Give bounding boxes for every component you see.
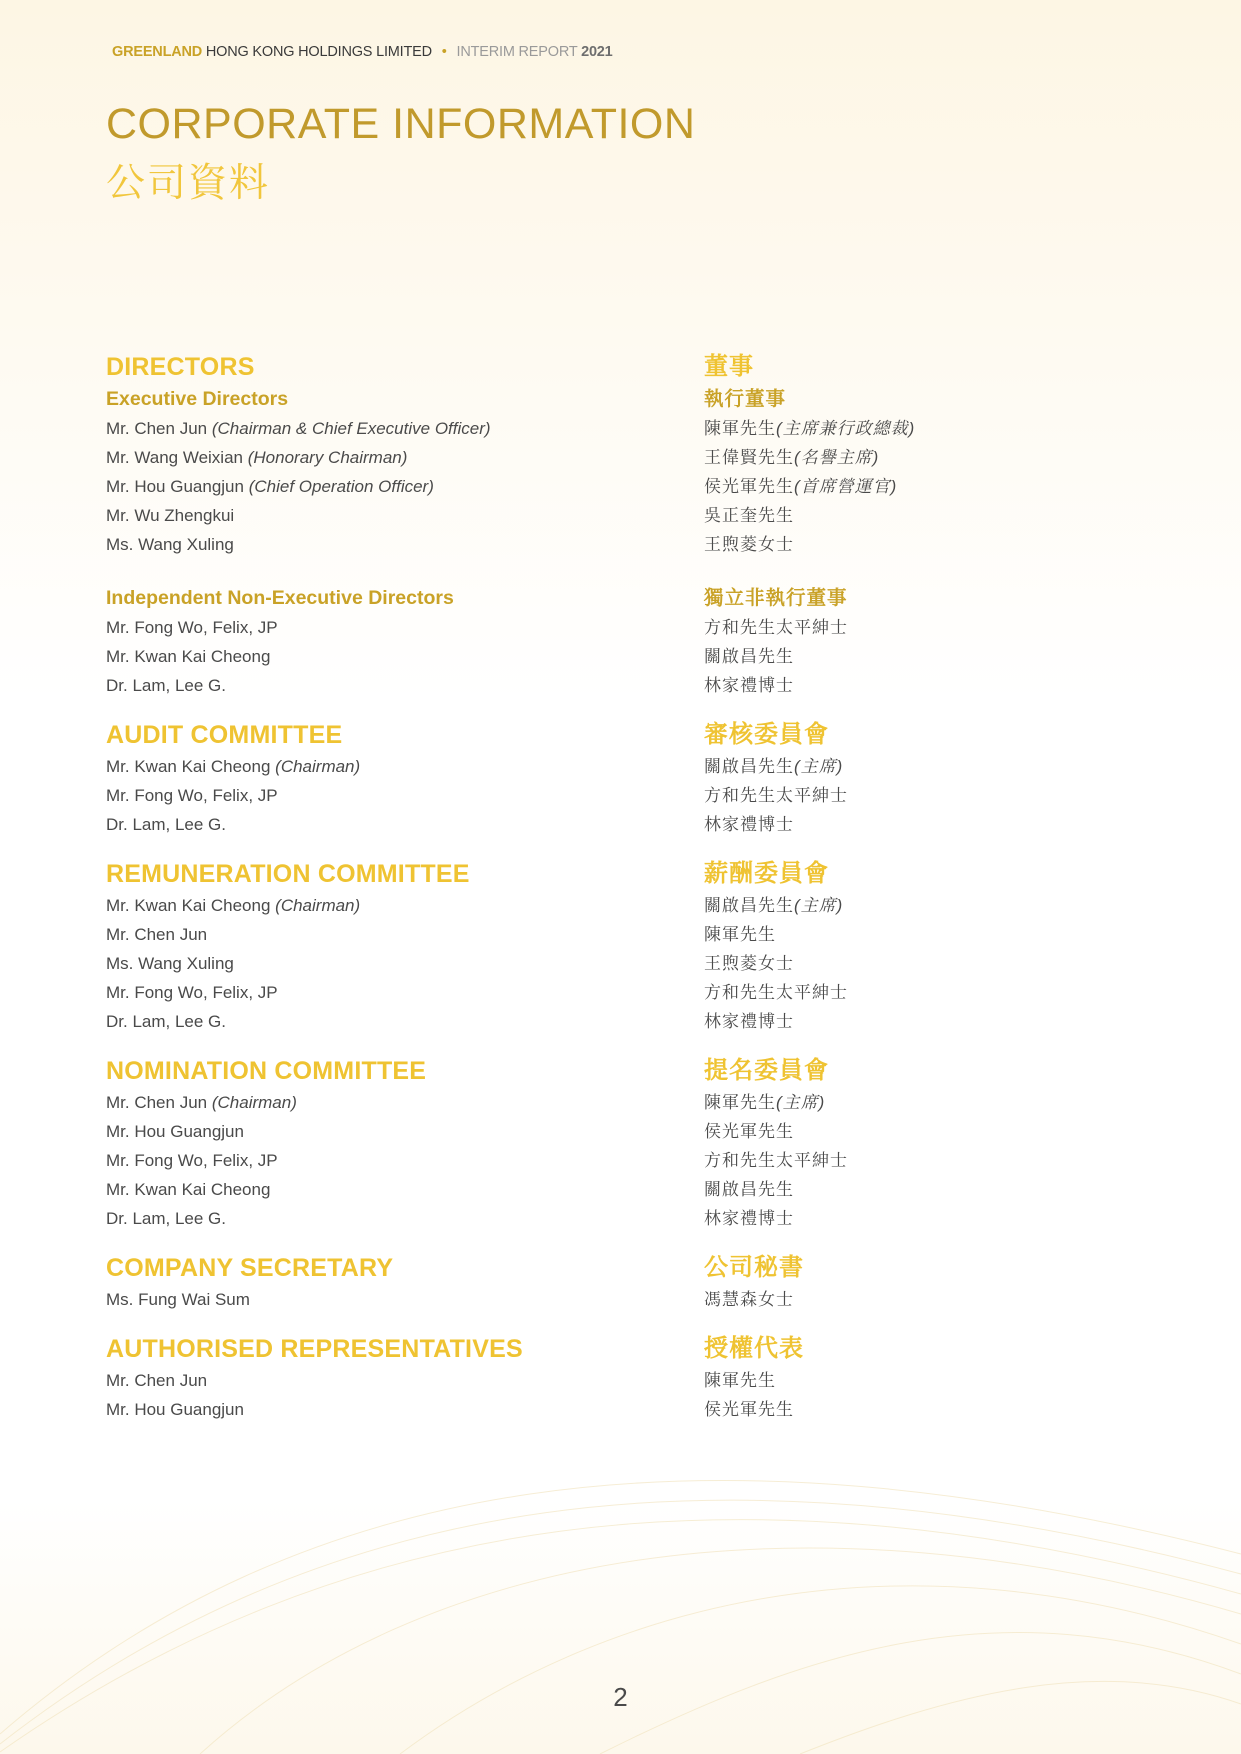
member-role: (Chairman) xyxy=(275,896,361,915)
page-title-en: CORPORATE INFORMATION xyxy=(106,100,696,148)
member-line xyxy=(106,920,666,949)
member-name: Ms. Fung Wai Sum xyxy=(106,1290,250,1309)
section-heading: 審核委員會 xyxy=(704,721,829,748)
member-line xyxy=(704,752,1124,781)
member-name: 陳軍先生 xyxy=(704,419,776,438)
member-line xyxy=(106,1175,666,1204)
member-role: (主席) xyxy=(794,896,844,915)
member-name: 林家禮博士 xyxy=(704,1012,794,1031)
member-line xyxy=(704,1204,1124,1233)
member-line xyxy=(106,414,666,443)
member-line xyxy=(106,752,666,781)
member-line xyxy=(106,443,666,472)
member-name: Mr. Fong Wo, Felix, JP xyxy=(106,983,278,1002)
page-title-zh: 公司資料 xyxy=(106,162,271,205)
section-heading: NOMINATION COMMITTEE xyxy=(106,1057,427,1085)
section-heading: COMPANY SECRETARY xyxy=(106,1254,394,1282)
member-line xyxy=(106,949,666,978)
member-name: Mr. Chen Jun xyxy=(106,1093,208,1112)
member-name: Ms. Wang Xuling xyxy=(106,535,234,554)
subsection-heading: 獨立非執行董事 xyxy=(704,587,848,609)
member-name: 林家禮博士 xyxy=(704,815,794,834)
member-name: 方和先生太平紳士 xyxy=(704,1151,848,1170)
section-heading: 授權代表 xyxy=(704,1335,804,1362)
member-line xyxy=(106,642,666,671)
member-name: 方和先生太平紳士 xyxy=(704,983,848,1002)
member-line xyxy=(106,978,666,1007)
member-line xyxy=(704,781,1124,810)
member-line xyxy=(704,1007,1124,1036)
member-line xyxy=(704,810,1124,839)
member-name: 陳軍先生 xyxy=(704,925,776,944)
spacer xyxy=(704,559,1124,583)
member-line xyxy=(704,1366,1124,1395)
member-line xyxy=(704,501,1124,530)
section-remuneration xyxy=(106,857,666,1036)
member-name: 方和先生太平紳士 xyxy=(704,618,848,637)
member-line xyxy=(704,671,1124,700)
member-name: Mr. Fong Wo, Felix, JP xyxy=(106,618,278,637)
section-heading: REMUNERATION COMMITTEE xyxy=(106,860,470,888)
member-name: 關啟昌先生 xyxy=(704,1180,794,1199)
member-line xyxy=(704,414,1124,443)
member-name: Mr. Hou Guangjun xyxy=(106,477,244,496)
member-name: Mr. Chen Jun xyxy=(106,1371,208,1390)
section-heading: 董事 xyxy=(704,353,754,380)
member-name: Dr. Lam, Lee G. xyxy=(106,1012,226,1031)
member-name: 林家禮博士 xyxy=(704,1209,794,1228)
member-name: 陳軍先生 xyxy=(704,1371,776,1390)
member-line xyxy=(106,1204,666,1233)
member-role: (主席) xyxy=(776,1093,826,1112)
member-line xyxy=(106,1117,666,1146)
member-role: (首席營運官) xyxy=(794,477,898,496)
member-name: 侯光軍先生 xyxy=(704,1400,794,1419)
running-header xyxy=(112,44,613,60)
subsection-heading: 執行董事 xyxy=(704,388,787,410)
section-nomination xyxy=(106,1054,666,1233)
member-name: Mr. Fong Wo, Felix, JP xyxy=(106,786,278,805)
section-heading: 公司秘書 xyxy=(704,1254,804,1281)
member-line xyxy=(106,1007,666,1036)
member-name: Mr. Kwan Kai Cheong xyxy=(106,1180,271,1199)
member-line xyxy=(704,1285,1124,1314)
section-authorised xyxy=(106,1332,666,1424)
member-name: Dr. Lam, Lee G. xyxy=(106,815,226,834)
company-name: HONG KONG HOLDINGS LIMITED xyxy=(205,44,432,60)
member-name: Mr. Hou Guangjun xyxy=(106,1400,244,1419)
member-line xyxy=(106,891,666,920)
member-name: Dr. Lam, Lee G. xyxy=(106,1209,226,1228)
section-nomination xyxy=(704,1054,1124,1233)
page-number: 2 xyxy=(613,1682,628,1712)
member-line xyxy=(704,949,1124,978)
member-line xyxy=(106,1366,666,1395)
member-name: Mr. Kwan Kai Cheong xyxy=(106,896,271,915)
member-name: 侯光軍先生 xyxy=(704,1122,794,1141)
section-authorised xyxy=(704,1332,1124,1424)
member-line xyxy=(704,472,1124,501)
member-name: Ms. Wang Xuling xyxy=(106,954,234,973)
section-directors xyxy=(106,350,666,700)
company-name-highlight: GREENLAND xyxy=(112,44,203,60)
member-line xyxy=(106,472,666,501)
report-year: 2021 xyxy=(581,44,613,60)
member-role: (Chief Operation Officer) xyxy=(248,477,434,496)
member-role: (名譽主席) xyxy=(794,448,880,467)
member-name: Mr. Wang Weixian xyxy=(106,448,243,467)
subsection-heading: Executive Directors xyxy=(106,388,289,410)
member-line xyxy=(704,613,1124,642)
member-line xyxy=(106,781,666,810)
member-name: 關啟昌先生 xyxy=(704,896,794,915)
member-line xyxy=(106,810,666,839)
member-line xyxy=(704,642,1124,671)
report-name: INTERIM REPORT xyxy=(456,44,578,60)
member-role: (Chairman & Chief Executive Officer) xyxy=(211,419,491,438)
member-name: 林家禮博士 xyxy=(704,676,794,695)
member-line xyxy=(106,1285,666,1314)
member-name: Mr. Chen Jun xyxy=(106,419,208,438)
member-name: 關啟昌先生 xyxy=(704,647,794,666)
section-secretary xyxy=(106,1251,666,1314)
member-line xyxy=(704,1146,1124,1175)
member-line xyxy=(704,1117,1124,1146)
member-line xyxy=(704,891,1124,920)
section-directors xyxy=(704,350,1124,700)
member-name: 吳正奎先生 xyxy=(704,506,794,525)
section-heading: AUTHORISED REPRESENTATIVES xyxy=(106,1335,523,1363)
member-line xyxy=(704,1088,1124,1117)
member-name: Mr. Chen Jun xyxy=(106,925,208,944)
section-heading: AUDIT COMMITTEE xyxy=(106,721,343,749)
section-heading: 薪酬委員會 xyxy=(704,860,829,887)
member-role: (主席) xyxy=(794,757,844,776)
chinese-column xyxy=(704,350,1124,1442)
section-heading: DIRECTORS xyxy=(106,353,255,381)
subsection-heading: Independent Non-Executive Directors xyxy=(106,587,454,609)
section-audit xyxy=(704,718,1124,839)
member-name: 王煦菱女士 xyxy=(704,535,794,554)
member-line xyxy=(106,1395,666,1424)
spacer xyxy=(106,559,666,583)
member-name: Mr. Fong Wo, Felix, JP xyxy=(106,1151,278,1170)
member-line xyxy=(106,671,666,700)
section-audit xyxy=(106,718,666,839)
member-line xyxy=(106,1088,666,1117)
member-line xyxy=(106,501,666,530)
member-name: 關啟昌先生 xyxy=(704,757,794,776)
section-heading: 提名委員會 xyxy=(704,1057,829,1084)
member-name: Mr. Hou Guangjun xyxy=(106,1122,244,1141)
member-name: 王偉賢先生 xyxy=(704,448,794,467)
member-line xyxy=(106,1146,666,1175)
member-name: 馮慧森女士 xyxy=(704,1290,794,1309)
member-line xyxy=(704,1395,1124,1424)
member-role: (Chairman) xyxy=(275,757,361,776)
member-line xyxy=(106,613,666,642)
member-name: 王煦菱女士 xyxy=(704,954,794,973)
member-name: Mr. Kwan Kai Cheong xyxy=(106,757,271,776)
member-line xyxy=(704,443,1124,472)
member-name: Mr. Wu Zhengkui xyxy=(106,506,235,525)
member-line xyxy=(704,920,1124,949)
member-name: 方和先生太平紳士 xyxy=(704,786,848,805)
section-remuneration xyxy=(704,857,1124,1036)
section-secretary xyxy=(704,1251,1124,1314)
member-name: 陳軍先生 xyxy=(704,1093,776,1112)
member-name: Mr. Kwan Kai Cheong xyxy=(106,647,271,666)
member-line xyxy=(704,1175,1124,1204)
member-name: 侯光軍先生 xyxy=(704,477,794,496)
member-role: (Honorary Chairman) xyxy=(247,448,408,467)
english-column xyxy=(106,350,666,1442)
member-line xyxy=(704,978,1124,1007)
member-line xyxy=(704,530,1124,559)
member-name: Dr. Lam, Lee G. xyxy=(106,676,226,695)
member-line xyxy=(106,530,666,559)
header-separator: • xyxy=(441,44,447,60)
member-role: (Chairman) xyxy=(211,1093,297,1112)
member-role: (主席兼行政總裁) xyxy=(776,419,916,438)
